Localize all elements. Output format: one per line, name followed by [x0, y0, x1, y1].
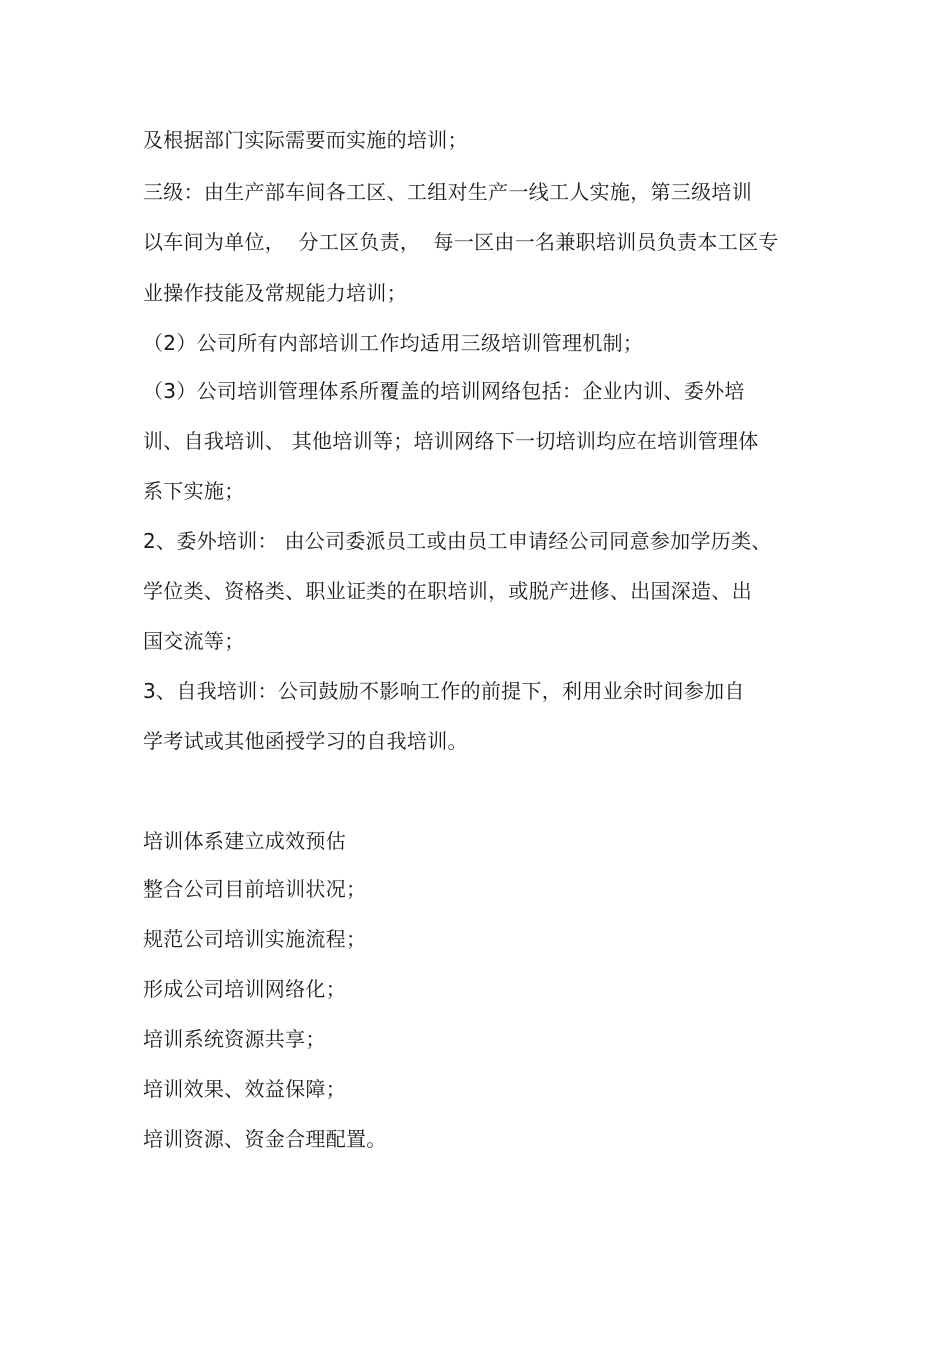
effect-item-4: 培训系统资源共享；: [143, 1027, 326, 1051]
body-line-13: 学考试或其他函授学习的自我培训。: [143, 729, 468, 753]
effect-item-3: 形成公司培训网络化；: [143, 977, 346, 1001]
body-line-1: 及根据部门实际需要而实施的培训；: [143, 128, 468, 152]
body-line-8: 系下实施；: [143, 479, 245, 503]
effect-item-5: 培训效果、效益保障；: [143, 1077, 346, 1101]
effect-item-2: 规范公司培训实施流程；: [143, 927, 367, 951]
body-line-12: 3、自我培训：公司鼓励不影响工作的前提下，利用业余时间参加自: [143, 679, 745, 703]
effect-item-6: 培训资源、资金合理配置。: [143, 1127, 387, 1151]
effect-item-1: 整合公司目前培训状况；: [143, 877, 367, 901]
body-line-2: 三级：由生产部车间各工区、工组对生产一线工人实施，第三级培训: [143, 180, 752, 204]
body-line-9: 2、委外培训： 由公司委派员工或由员工申请经公司同意参加学历类、: [143, 529, 772, 553]
body-line-4: 业操作技能及常规能力培训；: [143, 281, 407, 305]
body-line-10: 学位类、资格类、职业证类的在职培训，或脱产进修、出国深造、出: [143, 579, 752, 603]
body-line-3: 以车间为单位， 分工区负责， 每一区由一名兼职培训员负责本工区专: [143, 230, 779, 254]
body-line-7: 训、自我培训、 其他培训等；培训网络下一切培训均应在培训管理体: [143, 429, 759, 453]
section-title: 培训体系建立成效预估: [143, 829, 346, 853]
body-line-6: （3）公司培训管理体系所覆盖的培训网络包括：企业内训、委外培: [143, 379, 745, 403]
body-line-11: 国交流等；: [143, 629, 245, 653]
body-line-5: （2）公司所有内部培训工作均适用三级培训管理机制；: [143, 331, 644, 355]
